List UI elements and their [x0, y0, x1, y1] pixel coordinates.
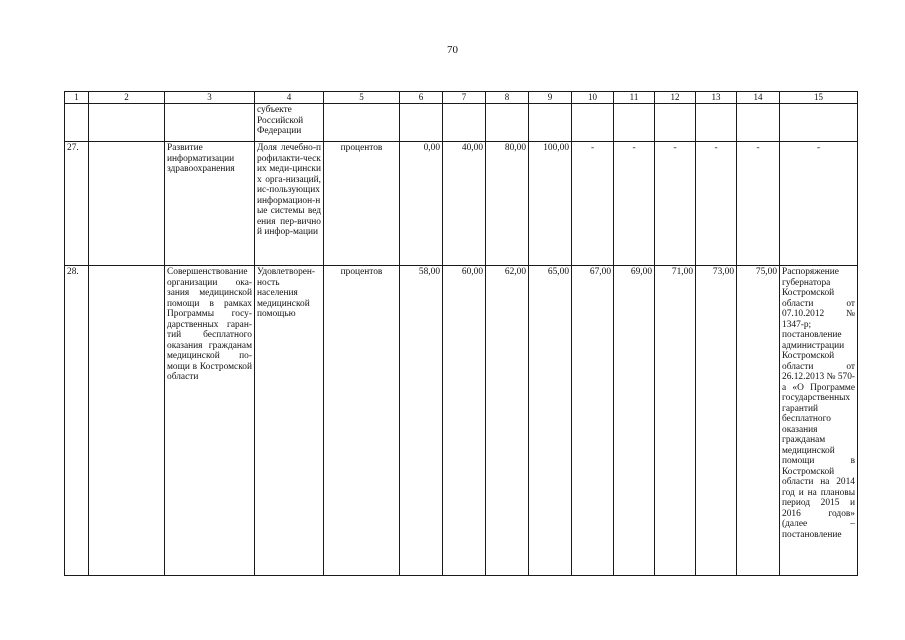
table-cell	[614, 104, 655, 142]
column-header: 10	[572, 92, 614, 104]
table-cell	[443, 104, 486, 142]
indicators-table	[64, 91, 858, 576]
table-row	[65, 142, 858, 266]
column-header: 8	[486, 92, 529, 104]
indicator-cell: субъекте Российской Федерации	[255, 104, 324, 142]
table-cell	[324, 104, 400, 142]
column-header: 11	[614, 92, 655, 104]
column-header: 12	[655, 92, 696, 104]
value-cell: 100,00	[529, 142, 572, 266]
column-header: 13	[696, 92, 737, 104]
value-cell: 40,00	[443, 142, 486, 266]
basis-cell: Распоряжение губернатора Костромской области от 07.10.2012 № 1347-р; постановление администрации Костромской области от 26.12.2013 № 570-а «О Программе государственных гарантий бесплатного оказания гражданам медицинской помощи в Костромской области на 2014 год и на плановы период 2015 и 2016 годов» (далее – постановление	[780, 266, 858, 576]
value-cell: -	[614, 142, 655, 266]
table-cell	[529, 104, 572, 142]
row-number: 27.	[65, 142, 89, 266]
value-cell: 67,00	[572, 266, 614, 576]
value-cell: 69,00	[614, 266, 655, 576]
value-cell: 62,00	[486, 266, 529, 576]
table-cell	[65, 104, 89, 142]
value-cell: 71,00	[655, 266, 696, 576]
table-cell	[400, 104, 443, 142]
value-cell: 75,00	[737, 266, 780, 576]
value-cell: 73,00	[696, 266, 737, 576]
column-header: 3	[165, 92, 255, 104]
value-cell: 65,00	[529, 266, 572, 576]
unit-cell: процентов	[324, 266, 400, 576]
column-header: 4	[255, 92, 324, 104]
table-cell	[572, 104, 614, 142]
table-cell	[655, 104, 696, 142]
column-header: 15	[780, 92, 858, 104]
value-cell: -	[572, 142, 614, 266]
basis-cell: -	[780, 142, 858, 266]
task-cell: Развитие информатизации здравоохранения	[165, 142, 255, 266]
column-header: 9	[529, 92, 572, 104]
table-cell	[486, 104, 529, 142]
value-cell: -	[696, 142, 737, 266]
indicator-cell: Удовлетворен-ность населения медицинской помощью	[255, 266, 324, 576]
column-header: 6	[400, 92, 443, 104]
value-cell: -	[737, 142, 780, 266]
table-row	[65, 266, 858, 576]
table-cell	[89, 104, 165, 142]
row-number: 28.	[65, 266, 89, 576]
column-header: 7	[443, 92, 486, 104]
value-cell: -	[655, 142, 696, 266]
page-number: 70	[447, 44, 458, 56]
table-cell	[89, 142, 165, 266]
column-header: 5	[324, 92, 400, 104]
task-cell: Совершенствование организации ока-зания медицинской помощи в рамках Программы госу-дарственных гаран-тий бесплатного оказания гражданам медицинской по-мощи в Костромской области	[165, 266, 255, 576]
column-header: 14	[737, 92, 780, 104]
indicator-cell: Доля лечебно-профилакти-ческих меди-цинских орга-низаций, ис-пользующих информацион-ные системы ведения пер-вичной инфор-мации	[255, 142, 324, 266]
column-number-row	[65, 92, 858, 104]
column-header: 2	[89, 92, 165, 104]
table-cell	[737, 104, 780, 142]
value-cell: 60,00	[443, 266, 486, 576]
table-cell	[696, 104, 737, 142]
value-cell: 58,00	[400, 266, 443, 576]
continuation-row	[65, 104, 858, 142]
table-cell	[165, 104, 255, 142]
column-header: 1	[65, 92, 89, 104]
table-cell	[89, 266, 165, 576]
value-cell: 0,00	[400, 142, 443, 266]
unit-cell: процентов	[324, 142, 400, 266]
table-cell	[780, 104, 858, 142]
value-cell: 80,00	[486, 142, 529, 266]
